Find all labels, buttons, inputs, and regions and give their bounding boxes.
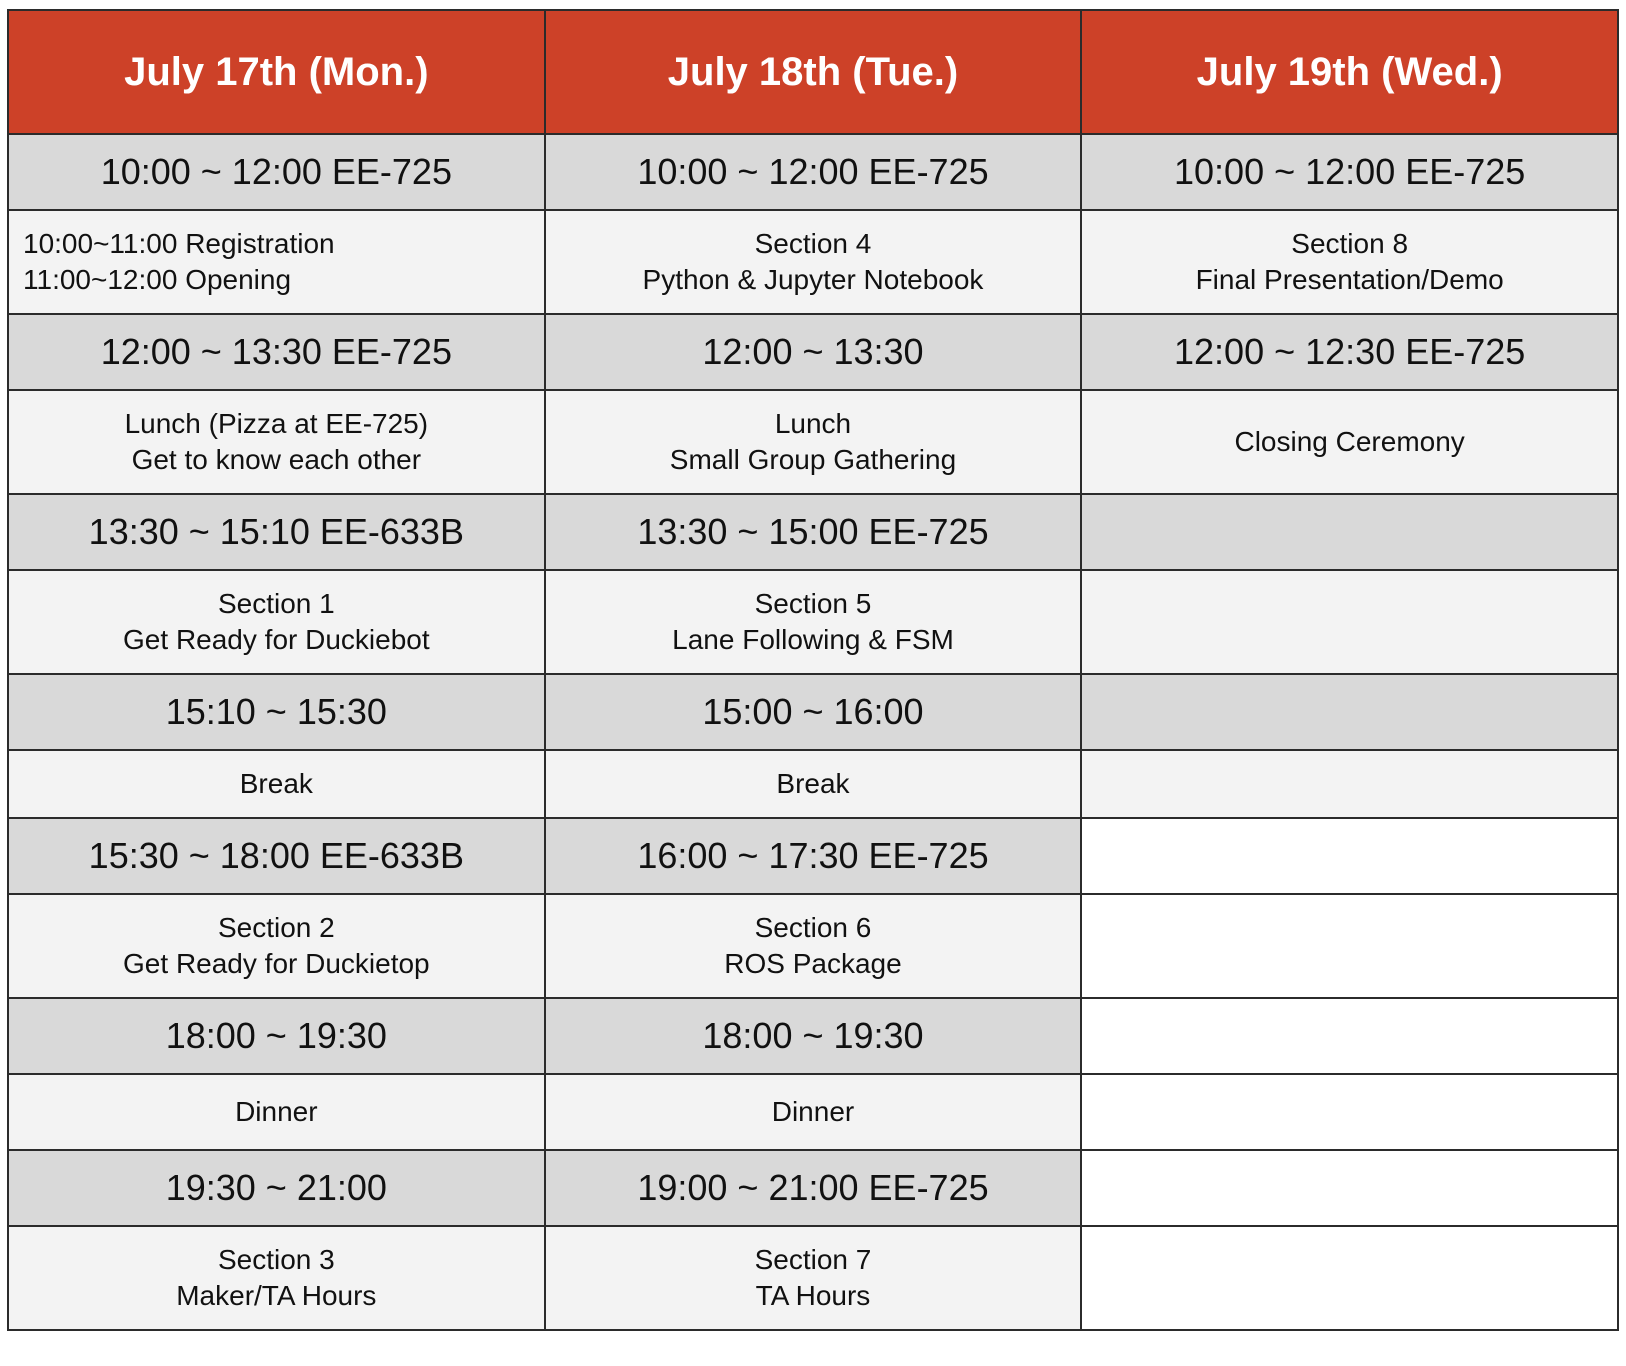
schedule-cell	[545, 494, 1082, 570]
cell-text-line: Section 4	[754, 228, 872, 259]
schedule-cell	[545, 210, 1082, 314]
schedule-cell	[545, 818, 1082, 894]
schedule-row	[8, 1074, 1618, 1150]
cell-text-line: Section 5	[754, 588, 872, 619]
schedule-cell	[545, 314, 1082, 390]
cell-text-line: 15:00 ~ 16:00	[702, 691, 924, 732]
cell-text-line: 15:30 ~ 18:00 EE-633B	[88, 835, 464, 876]
schedule-row	[8, 570, 1618, 674]
cell-text-line: TA Hours	[755, 1280, 871, 1311]
cell-text-line: Get to know each other	[131, 444, 422, 475]
schedule-cell	[8, 674, 545, 750]
cell-text-line: 16:00 ~ 17:30 EE-725	[637, 835, 989, 876]
cell-text-line: Get Ready for Duckiebot	[123, 624, 430, 655]
schedule-row	[8, 134, 1618, 210]
cell-text-line: 11:00~12:00 Opening	[23, 264, 292, 295]
empty-cell	[1081, 998, 1618, 1074]
schedule-cell	[1081, 134, 1618, 210]
day-header-tue: July 18th (Tue.)	[545, 10, 1082, 134]
schedule-cell	[545, 1226, 1082, 1330]
schedule-cell	[545, 134, 1082, 210]
schedule-cell	[1081, 390, 1618, 494]
schedule-row	[8, 494, 1618, 570]
day-header-mon: July 17th (Mon.)	[8, 10, 545, 134]
schedule-cell	[8, 1226, 545, 1330]
schedule-cell	[8, 818, 545, 894]
schedule-row	[8, 390, 1618, 494]
schedule-cell	[545, 674, 1082, 750]
cell-text-line: Break	[239, 768, 313, 799]
schedule-row	[8, 750, 1618, 818]
schedule-cell	[8, 314, 545, 390]
cell-text-line: Section 2	[217, 912, 335, 943]
cell-text-line: Small Group Gathering	[669, 444, 957, 475]
schedule-row	[8, 818, 1618, 894]
schedule-row	[8, 1150, 1618, 1226]
cell-text-line: 15:10 ~ 15:30	[165, 691, 387, 732]
cell-text-line: Get Ready for Duckietop	[123, 948, 430, 979]
schedule-row	[8, 210, 1618, 314]
empty-cell	[1081, 1074, 1618, 1150]
cell-text-line: Maker/TA Hours	[176, 1280, 377, 1311]
cell-text-line: Lunch (Pizza at EE-725)	[124, 408, 429, 439]
schedule-row	[8, 894, 1618, 998]
empty-cell	[1081, 750, 1618, 818]
cell-text-line: Python & Jupyter Notebook	[642, 264, 984, 295]
schedule-table	[7, 9, 1619, 1331]
day-header-wed: July 19th (Wed.)	[1081, 10, 1618, 134]
cell-text-line: Section 8	[1291, 228, 1409, 259]
schedule-cell	[8, 894, 545, 998]
empty-cell	[1081, 1226, 1618, 1330]
empty-cell	[1081, 1150, 1618, 1226]
cell-text-line: Closing Ceremony	[1234, 426, 1465, 457]
cell-text-line: 13:30 ~ 15:00 EE-725	[637, 511, 989, 552]
header-row	[8, 10, 1618, 134]
schedule-cell	[545, 894, 1082, 998]
schedule-row	[8, 674, 1618, 750]
schedule-cell	[8, 494, 545, 570]
cell-text-line: 18:00 ~ 19:30	[702, 1015, 924, 1056]
cell-text-line: ROS Package	[724, 948, 902, 979]
cell-text-line: 10:00~11:00 Registration	[23, 228, 335, 259]
empty-cell	[1081, 494, 1618, 570]
schedule-cell	[8, 134, 545, 210]
schedule-cell	[8, 750, 545, 818]
cell-text-line: Final Presentation/Demo	[1195, 264, 1504, 295]
schedule-cell	[545, 1074, 1082, 1150]
schedule-body	[8, 134, 1618, 1330]
empty-cell	[1081, 674, 1618, 750]
cell-text-line: Lunch	[774, 408, 852, 439]
cell-text-line: 19:30 ~ 21:00	[165, 1167, 387, 1208]
schedule-row	[8, 314, 1618, 390]
schedule-cell	[8, 1150, 545, 1226]
cell-text-line: 10:00 ~ 12:00 EE-725	[637, 151, 989, 192]
cell-text-line: Dinner	[771, 1096, 855, 1127]
schedule-cell	[8, 570, 545, 674]
empty-cell	[1081, 894, 1618, 998]
schedule-cell	[545, 1150, 1082, 1226]
cell-text-line: Section 6	[754, 912, 872, 943]
schedule-cell	[8, 1074, 545, 1150]
schedule-row	[8, 998, 1618, 1074]
schedule-row	[8, 1226, 1618, 1330]
cell-text-line: 13:30 ~ 15:10 EE-633B	[88, 511, 464, 552]
cell-text-line: 18:00 ~ 19:30	[165, 1015, 387, 1056]
cell-text-line: Section 7	[754, 1244, 872, 1275]
cell-text-line: 10:00 ~ 12:00 EE-725	[100, 151, 452, 192]
cell-text-line: 12:00 ~ 13:30	[702, 331, 924, 372]
cell-text-line: 12:00 ~ 12:30 EE-725	[1174, 331, 1526, 372]
schedule-cell	[1081, 210, 1618, 314]
schedule-cell	[8, 998, 545, 1074]
schedule-cell	[1081, 314, 1618, 390]
cell-text-line: Lane Following & FSM	[672, 624, 954, 655]
cell-text-line: 19:00 ~ 21:00 EE-725	[637, 1167, 989, 1208]
schedule-cell	[8, 210, 545, 314]
cell-text-line: Section 1	[217, 588, 335, 619]
cell-text-line: Dinner	[235, 1096, 318, 1127]
cell-text-line: Section 3	[217, 1244, 335, 1275]
schedule-cell	[545, 998, 1082, 1074]
empty-cell	[1081, 570, 1618, 674]
cell-text-line: 12:00 ~ 13:30 EE-725	[100, 331, 452, 372]
schedule-cell	[545, 570, 1082, 674]
schedule-cell	[545, 750, 1082, 818]
schedule-cell	[8, 390, 545, 494]
cell-text-line: 10:00 ~ 12:00 EE-725	[1174, 151, 1526, 192]
schedule-cell	[545, 390, 1082, 494]
empty-cell	[1081, 818, 1618, 894]
cell-text-line: Break	[776, 768, 850, 799]
